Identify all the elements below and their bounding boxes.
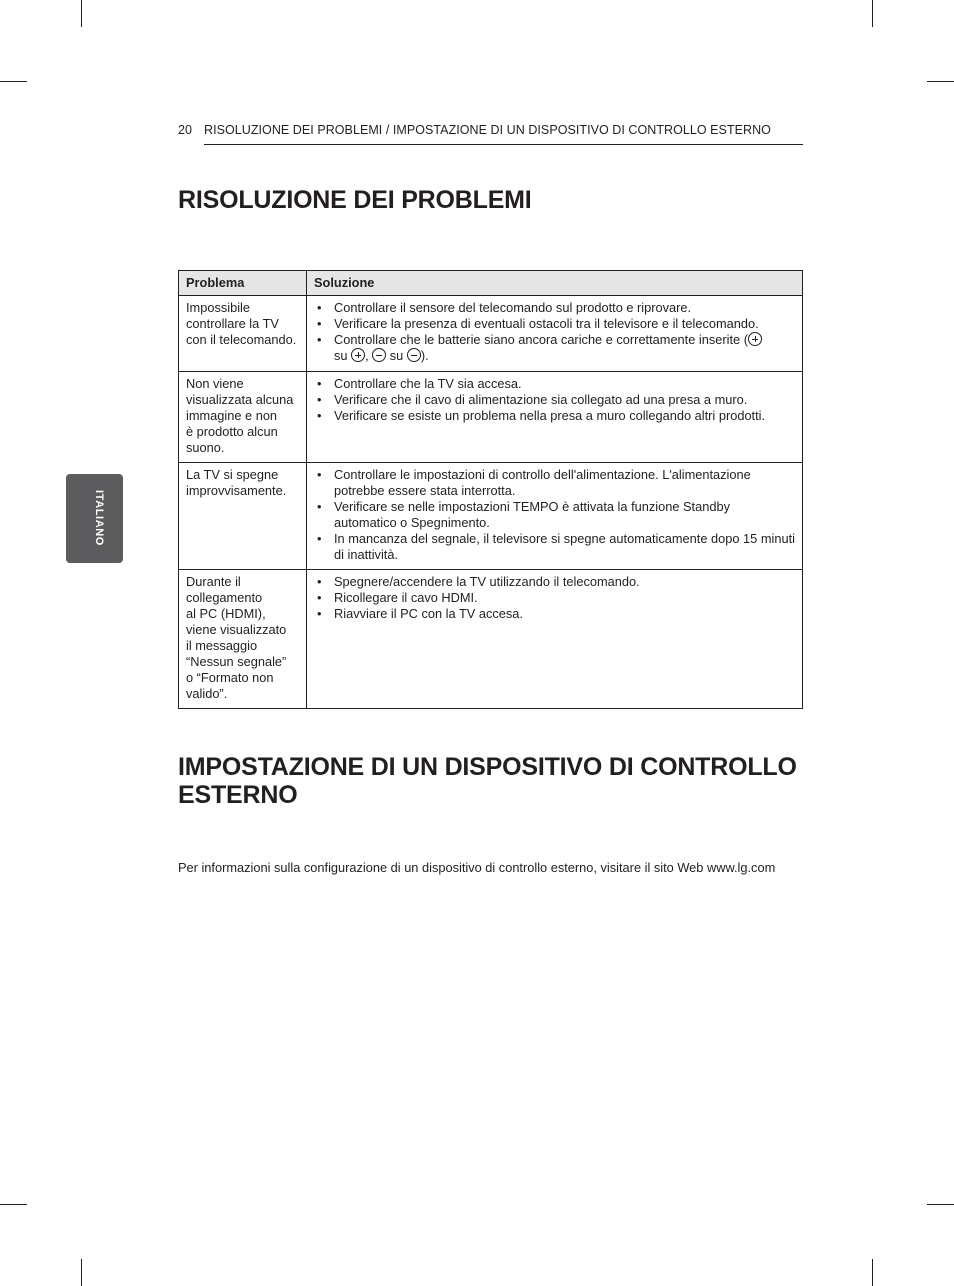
minus-circle-icon	[372, 348, 386, 362]
list-item: • Controllare che la TV sia accesa.	[314, 376, 795, 392]
external-control-info: Per informazioni sulla configurazione di un dispositivo di controllo esterno, visitare il sito Web www.lg.com	[178, 860, 776, 875]
problem-cell: Non viene visualizzata alcuna immagine e non è prodotto alcun suono.	[179, 372, 307, 463]
list-item: • Verificare che il cavo di alimentazione sia collegato ad una presa a muro.	[314, 392, 795, 408]
language-tab	[66, 474, 123, 563]
plus-circle-icon	[748, 332, 762, 346]
crop-mark	[81, 0, 82, 27]
list-item: • Spegnere/accendere la TV utilizzando il telecomando.	[314, 574, 795, 590]
section-title-external-control: IMPOSTAZIONE DI UN DISPOSITIVO DI CONTROLLO ESTERNO	[178, 753, 797, 809]
crop-mark	[0, 1204, 27, 1205]
page-header	[178, 123, 803, 145]
solution-list	[314, 574, 795, 622]
header-rule	[204, 144, 803, 145]
table-row	[179, 570, 803, 709]
problem-cell: Impossibile controllare la TV con il telecomando.	[179, 296, 307, 372]
solution-cell	[307, 296, 803, 372]
list-item: • Riavviare il PC con la TV accesa.	[314, 606, 795, 622]
solution-list	[314, 300, 795, 364]
list-item: • In mancanza del segnale, il televisore si spegne automaticamente dopo 15 minuti di inattività.	[314, 531, 795, 563]
section-title-troubleshooting: RISOLUZIONE DEI PROBLEMI	[178, 186, 532, 214]
battery-text-c: ,	[365, 348, 369, 363]
solution-list	[314, 467, 795, 563]
battery-text-b: su	[334, 348, 348, 363]
solution-cell	[307, 463, 803, 570]
table-row	[179, 296, 803, 372]
battery-text-a: Controllare che le batterie siano ancora cariche e correttamente inserite (	[334, 332, 748, 347]
list-item: • Controllare il sensore del telecomando sul prodotto e riprovare.	[314, 300, 795, 316]
language-tab-label: ITALIANO	[93, 490, 105, 546]
table-header-row	[179, 271, 803, 296]
battery-text-d: su	[389, 348, 404, 363]
solution-list	[314, 376, 795, 424]
page-number: 20	[178, 123, 192, 137]
crop-mark	[927, 1204, 954, 1205]
list-item: • Ricollegare il cavo HDMI.	[314, 590, 795, 606]
plus-circle-icon	[351, 348, 365, 362]
problem-cell: La TV si spegne improvvisamente.	[179, 463, 307, 570]
solution-cell	[307, 372, 803, 463]
crop-mark	[0, 81, 27, 82]
problem-cell: Durante il collegamento al PC (HDMI), viene visualizzato il messaggio “Nessun segnale” o “Formato non valido”.	[179, 570, 307, 709]
list-item	[314, 332, 795, 364]
minus-circle-icon	[407, 348, 421, 362]
troubleshooting-table	[178, 270, 803, 709]
list-item: • Controllare le impostazioni di controllo dell'alimentazione. L'alimentazione potrebbe essere stata interrotta.	[314, 467, 795, 499]
table-row	[179, 372, 803, 463]
solution-cell	[307, 570, 803, 709]
running-title: RISOLUZIONE DEI PROBLEMI / IMPOSTAZIONE DI UN DISPOSITIVO DI CONTROLLO ESTERNO	[204, 123, 771, 137]
crop-mark	[872, 0, 873, 27]
list-item: • Verificare se nelle impostazioni TEMPO è attivata la funzione Standby automatico o Spegnimento.	[314, 499, 795, 531]
list-item: • Verificare se esiste un problema nella presa a muro collegando altri prodotti.	[314, 408, 795, 424]
crop-mark	[872, 1259, 873, 1286]
column-header-solution: Soluzione	[307, 271, 803, 296]
crop-mark	[81, 1259, 82, 1286]
table-row	[179, 463, 803, 570]
list-item: • Verificare la presenza di eventuali ostacoli tra il televisore e il telecomando.	[314, 316, 795, 332]
column-header-problem: Problema	[179, 271, 307, 296]
crop-mark	[927, 81, 954, 82]
battery-text-e: ).	[420, 348, 429, 363]
